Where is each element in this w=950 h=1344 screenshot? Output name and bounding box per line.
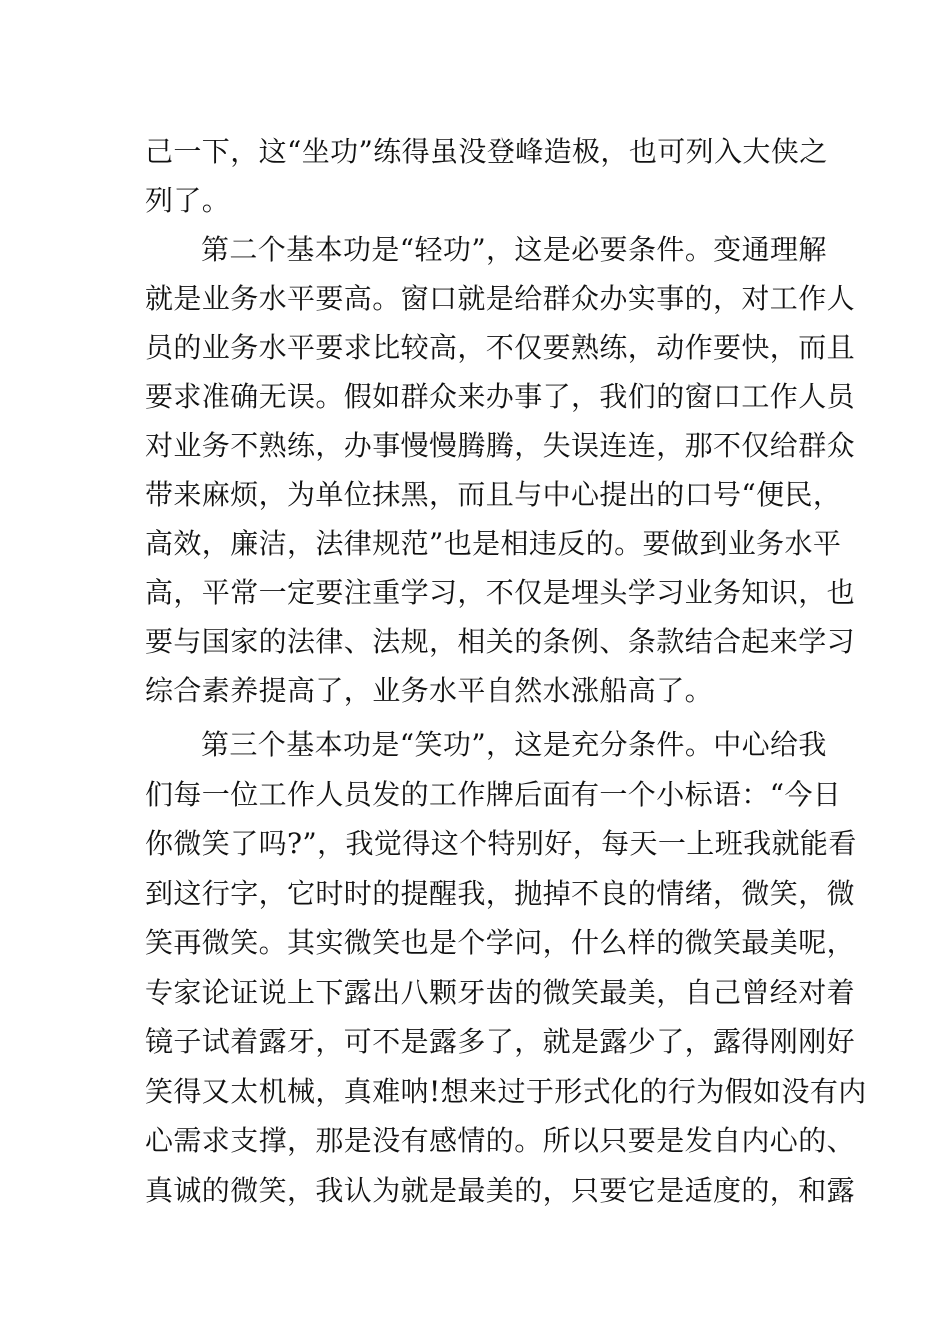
text-line-20: 笑得又太机械，真难呐!想来过于形式化的行为假如没有内	[145, 1075, 867, 1108]
text-line-7: 对业务不熟练，办事慢慢腾腾，失误连连，那不仅给群众	[145, 429, 856, 462]
text-line-15: 你微笑了吗?”，我觉得这个特别好，每天一上班我就能看	[145, 827, 857, 860]
text-line-9: 高效，廉洁，法律规范”也是相违反的。要做到业务水平	[145, 527, 842, 560]
text-line-10: 高，平常一定要注重学习，不仅是埋头学习业务知识，也	[145, 576, 856, 609]
text-line-18: 专家论证说上下露出八颗牙齿的微笑最美，自己曾经对着	[145, 976, 856, 1009]
text-line-13: 第三个基本功是“笑功”，这是充分条件。中心给我	[201, 728, 827, 761]
text-line-17: 笑再微笑。其实微笑也是个学问，什么样的微笑最美呢，	[145, 926, 856, 959]
text-line-8: 带来麻烦，为单位抹黑，而且与中心提出的口号“便民，	[145, 478, 842, 511]
text-line-11: 要与国家的法律、法规，相关的条例、条款结合起来学习	[145, 625, 856, 658]
text-line-2: 列了。	[145, 184, 231, 217]
text-line-21: 心需求支撑，那是没有感情的。所以只要是发自内心的、	[145, 1124, 856, 1157]
text-line-6: 要求准确无误。假如群众来办事了，我们的窗口工作人员	[145, 380, 856, 413]
text-line-14: 们每一位工作人员发的工作牌后面有一个小标语：“今日	[145, 778, 842, 811]
text-line-19: 镜子试着露牙，可不是露多了，就是露少了，露得刚刚好	[145, 1025, 856, 1058]
text-line-4: 就是业务水平要高。窗口就是给群众办实事的，对工作人	[145, 282, 856, 315]
text-line-1: 己一下，这“坐功”练得虽没登峰造极，也可列入大侠之	[145, 135, 828, 168]
text-line-5: 员的业务水平要求比较高，不仅要熟练，动作要快，而且	[145, 331, 856, 364]
text-line-22: 真诚的微笑，我认为就是最美的，只要它是适度的，和露	[145, 1174, 856, 1207]
text-line-12: 综合素养提高了，业务水平自然水涨船高了。	[145, 674, 714, 707]
text-line-16: 到这行字，它时时的提醒我，抛掉不良的情绪，微笑，微	[145, 877, 856, 910]
text-line-3: 第二个基本功是“轻功”，这是必要条件。变通理解	[201, 233, 827, 266]
